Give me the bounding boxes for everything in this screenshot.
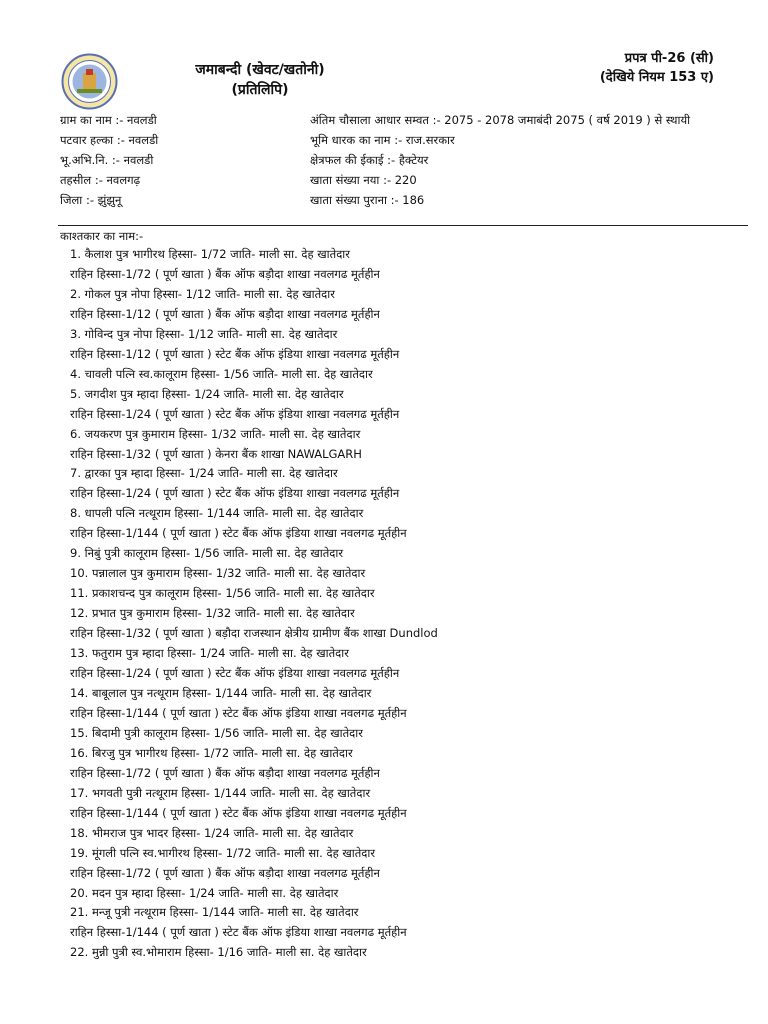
- cultivator-line: 14. बाबूलाल पुत्र नत्थूराम हिस्सा- 1/144 जाति- माली सा. देह खातेदार: [70, 685, 372, 700]
- new-account-number: खाता संख्या नया :- 220: [310, 173, 417, 187]
- document-subtitle: (प्रतिलिपि): [231, 82, 289, 98]
- cultivators-label: काश्तकार का नाम:-: [60, 229, 144, 243]
- cultivator-line: राहिन हिस्सा-1/144 ( पूर्ण खाता ) स्टेट बैंक ऑफ इंडिया शाखा नवलगढ मूर्तहीन: [70, 805, 407, 820]
- cultivator-line: 22. मुन्नी पुत्री स्व.भोमाराम हिस्सा- 1/16 जाति- माली सा. देह खातेदार: [70, 945, 367, 960]
- cultivator-line: 12. प्रभात पुत्र कुमाराम हिस्सा- 1/32 जाति- माली सा. देह खातेदार: [70, 606, 355, 621]
- settlement-basis: अंतिम चौसाला आधार सम्वत :- 2075 - 2078 जमाबंदी 2075 ( वर्ष 2019 ) से स्थायी: [310, 113, 691, 127]
- cultivator-line: राहिन हिस्सा-1/72 ( पूर्ण खाता ) बैंक ऑफ बड़ौदा शाखा नवलगढ मूर्तहीन: [70, 765, 380, 780]
- cultivator-line: 8. धापली पत्नि नत्थूराम हिस्सा- 1/144 जाति- माली सा. देह खातेदार: [70, 506, 364, 521]
- cultivator-line: राहिन हिस्सा-1/24 ( पूर्ण खाता ) स्टेट बैंक ऑफ इंडिया शाखा नवलगढ मूर्तहीन: [70, 406, 400, 421]
- cultivator-line: 2. गोकल पुत्र नोपा हिस्सा- 1/12 जाति- माली सा. देह खातेदार: [70, 286, 335, 301]
- cultivator-line: राहिन हिस्सा-1/12 ( पूर्ण खाता ) स्टेट बैंक ऑफ इंडिया शाखा नवलगढ मूर्तहीन: [70, 346, 400, 361]
- patwar-circle: पटवार हल्का :- नवलडी: [60, 133, 159, 147]
- cultivator-line: 1. कैलाश पुत्र भागीरथ हिस्सा- 1/72 जाति- माली सा. देह खातेदार: [70, 247, 350, 261]
- cultivator-line: 21. मन्जू पुत्री नत्थूराम हिस्सा- 1/144 जाति- माली सा. देह खातेदार: [70, 905, 359, 920]
- cultivator-line: 20. मदन पुत्र म्हादा हिस्सा- 1/24 जाति- माली सा. देह खातेदार: [70, 885, 339, 900]
- cultivator-line: 11. प्रकाशचन्द पुत्र कालूराम हिस्सा- 1/56 जाति- माली सा. देह खातेदार: [70, 586, 375, 601]
- cultivator-line: राहिन हिस्सा-1/24 ( पूर्ण खाता ) स्टेट बैंक ऑफ इंडिया शाखा नवलगढ मूर्तहीन: [70, 666, 400, 681]
- cultivator-line: राहिन हिस्सा-1/144 ( पूर्ण खाता ) स्टेट बैंक ऑफ इंडिया शाखा नवलगढ मूर्तहीन: [70, 925, 407, 940]
- cultivator-line: 6. जयकरण पुत्र कुमाराम हिस्सा- 1/32 जाति- माली सा. देह खातेदार: [70, 426, 361, 441]
- rule-reference: (देखिये नियम 153 ए): [599, 70, 714, 85]
- cultivator-line: राहिन हिस्सा-1/32 ( पूर्ण खाता ) केनरा बैंक शाखा NAWALGARH: [70, 446, 362, 461]
- cultivator-line: 10. पन्नालाल पुत्र कुमाराम हिस्सा- 1/32 जाति- माली सा. देह खातेदार: [70, 566, 366, 581]
- cultivator-line: 9. निबुं पुत्री कालूराम हिस्सा- 1/56 जाति- माली सा. देह खातेदार: [70, 546, 344, 561]
- government-seal-logo: [61, 53, 118, 110]
- section-divider: [58, 225, 748, 226]
- cultivator-line: 5. जगदीश पुत्र म्हादा हिस्सा- 1/24 जाति- माली सा. देह खातेदार: [70, 386, 344, 401]
- land-record-inspector: भू.अभि.नि. :- नवलडी: [60, 153, 154, 167]
- cultivator-line: राहिन हिस्सा-1/144 ( पूर्ण खाता ) स्टेट बैंक ऑफ इंडिया शाखा नवलगढ मूर्तहीन: [70, 705, 407, 720]
- account-details: [310, 110, 730, 210]
- land-holder-name: भूमि धारक का नाम :- राज.सरकार: [310, 133, 455, 147]
- cultivator-line: 16. बिरजु पुत्र भागीरथ हिस्सा- 1/72 जाति- माली सा. देह खातेदार: [70, 745, 353, 760]
- cultivator-line: राहिन हिस्सा-1/144 ( पूर्ण खाता ) स्टेट बैंक ऑफ इंडिया शाखा नवलगढ मूर्तहीन: [70, 526, 407, 541]
- cultivator-line: 3. गोविन्द पुत्र नोपा हिस्सा- 1/12 जाति- माली सा. देह खातेदार: [70, 326, 338, 341]
- form-reference: [600, 49, 714, 87]
- village-details: [60, 110, 300, 210]
- district: जिला :- झुंझुनू: [60, 193, 122, 207]
- cultivator-line: राहिन हिस्सा-1/72 ( पूर्ण खाता ) बैंक ऑफ बड़ौदा शाखा नवलगढ मूर्तहीन: [70, 266, 380, 281]
- old-account-number: खाता संख्या पुराना :- 186: [310, 193, 425, 207]
- cultivator-line: 7. द्वारका पुत्र म्हादा हिस्सा- 1/24 जाति- माली सा. देह खातेदार: [70, 466, 338, 481]
- cultivator-line: 17. भगवती पुत्री नत्थूराम हिस्सा- 1/144 जाति- माली सा. देह खातेदार: [70, 785, 371, 800]
- cultivator-line: 4. चावली पत्नि स्व.कालूराम हिस्सा- 1/56 जाति- माली सा. देह खातेदार: [70, 366, 373, 381]
- document-title: जमाबन्दी (खेवट/खतोनी): [195, 62, 325, 78]
- cultivators-list: [70, 245, 740, 963]
- form-number: प्रपत्र पी-26 (सी): [624, 51, 714, 66]
- area-unit: क्षेत्रफल की ईकाई :- हैक्टेयर: [310, 153, 429, 167]
- cultivator-line: 15. बिदामी पुत्री कालूराम हिस्सा- 1/56 जाति- माली सा. देह खातेदार: [70, 725, 363, 740]
- tehsil: तहसील :- नवलगढ़: [60, 173, 141, 187]
- village-name: ग्राम का नाम :- नवलडी: [60, 113, 157, 127]
- cultivator-line: राहिन हिस्सा-1/24 ( पूर्ण खाता ) स्टेट बैंक ऑफ इंडिया शाखा नवलगढ मूर्तहीन: [70, 486, 400, 501]
- cultivator-line: 13. फतुराम पुत्र म्हादा हिस्सा- 1/24 जाति- माली सा. देह खातेदार: [70, 646, 349, 661]
- cultivator-line: राहिन हिस्सा-1/32 ( पूर्ण खाता ) बड़ौदा राजस्थान क्षेत्रीय ग्रामीण बैंक शाखा Dundlod: [70, 626, 438, 641]
- cultivator-line: राहिन हिस्सा-1/72 ( पूर्ण खाता ) बैंक ऑफ बड़ौदा शाखा नवलगढ मूर्तहीन: [70, 865, 380, 880]
- cultivator-line: राहिन हिस्सा-1/12 ( पूर्ण खाता ) बैंक ऑफ बड़ौदा शाखा नवलगढ मूर्तहीन: [70, 306, 380, 321]
- cultivator-line: 19. मूंगली पत्नि स्व.भागीरथ हिस्सा- 1/72 जाति- माली सा. देह खातेदार: [70, 845, 376, 860]
- cultivator-line: 18. भीमराज पुत्र भादर हिस्सा- 1/24 जाति- माली सा. देह खातेदार: [70, 825, 354, 840]
